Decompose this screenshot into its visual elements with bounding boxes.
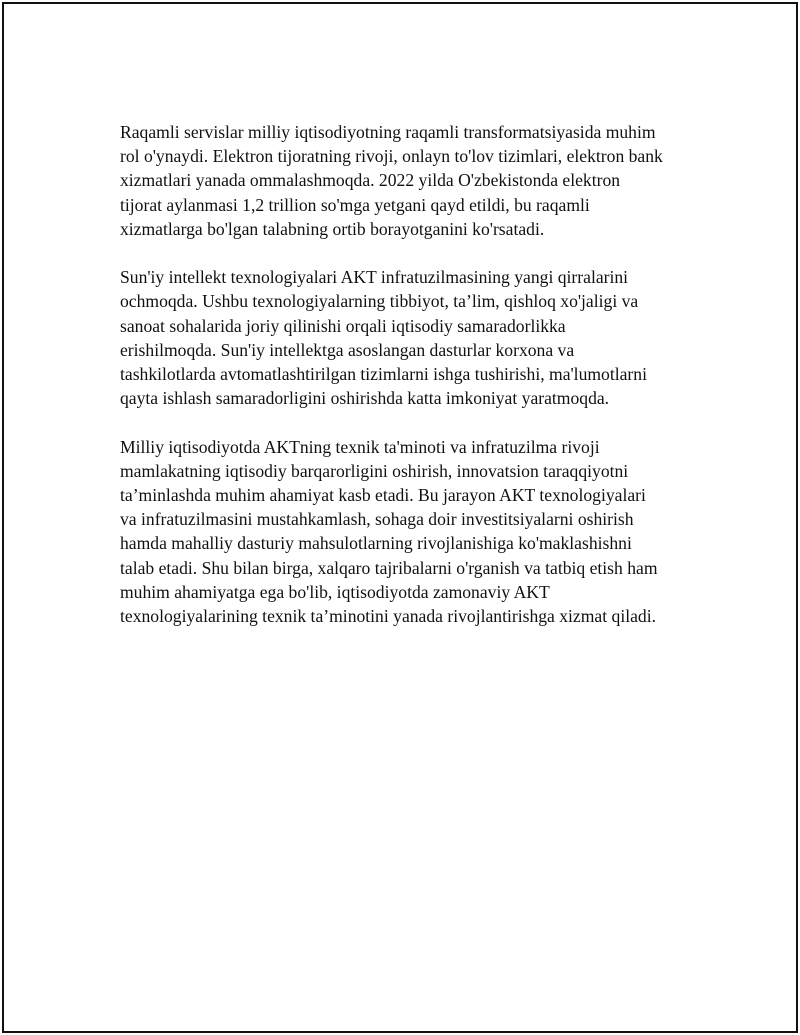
text-line: xizmatlari yanada ommalashmoqda. 2022 yilda O'zbekistonda elektron [120,170,621,191]
text-line: rol o'ynaydi. Elektron tijoratning rivoji, onlayn to'lov tizimlari, elektron bank [120,146,663,167]
document-body [120,120,700,652]
text-line: qayta ishlash samaradorligini oshirishda katta imkoniyat yaratmoqda. [120,388,610,409]
text-line: Milliy iqtisodiyotda AKTning texnik ta'minoti va infratuzilma rivoji [120,436,600,457]
text-line: hamda mahalliy dasturiy mahsulotlarning rivojlanishiga ko'maklashishni [120,533,632,554]
text-line: tijorat aylanmasi 1,2 trillion so'mga yetgani qayd etildi, bu raqamli [120,194,590,215]
text-line: texnologiyalarining texnik ta’minotini yanada rivojlantirishga xizmat qiladi. [120,606,656,627]
text-line: talab etadi. Shu bilan birga, xalqaro tajribalarni o'rganish va tatbiq etish ham [120,557,658,578]
text-line: va infratuzilmasini mustahkamlash, sohaga doir investitsiyalarni oshirish [120,509,634,530]
text-line: tashkilotlarda avtomatlashtirilgan tizimlarni ishga tushirishi, ma'lumotlarni [120,364,647,385]
paragraph-3 [120,435,700,629]
text-line: ochmoqda. Ushbu texnologiyalarning tibbiyot, ta’lim, qishloq xo'jaligi va [120,291,639,312]
text-line: muhim ahamiyatga ega bo'lib, iqtisodiyotda zamonaviy AKT [120,581,550,602]
text-line: xizmatlarga bo'lgan talabning ortib borayotganini ko'rsatadi. [120,218,545,239]
text-line: Sun'iy intellekt texnologiyalari AKT infratuzilmasining yangi qirralarini [120,267,629,288]
text-line: erishilmoqda. Sun'iy intellektga asoslangan dasturlar korxona va [120,339,575,360]
text-line: mamlakatning iqtisodiy barqarorligini oshirish, innovatsion taraqqiyotni [120,460,629,481]
document-page [2,2,798,1033]
text-line: ta’minlashda muhim ahamiyat kasb etadi. Bu jarayon AKT texnologiyalari [120,485,646,506]
text-line: sanoat sohalarida joriy qilinishi orqali iqtisodiy samaradorlikka [120,315,566,336]
paragraph-2 [120,265,700,410]
paragraph-1 [120,120,700,241]
text-line: Raqamli servislar milliy iqtisodiyotning raqamli transformatsiyasida muhim [120,122,656,142]
